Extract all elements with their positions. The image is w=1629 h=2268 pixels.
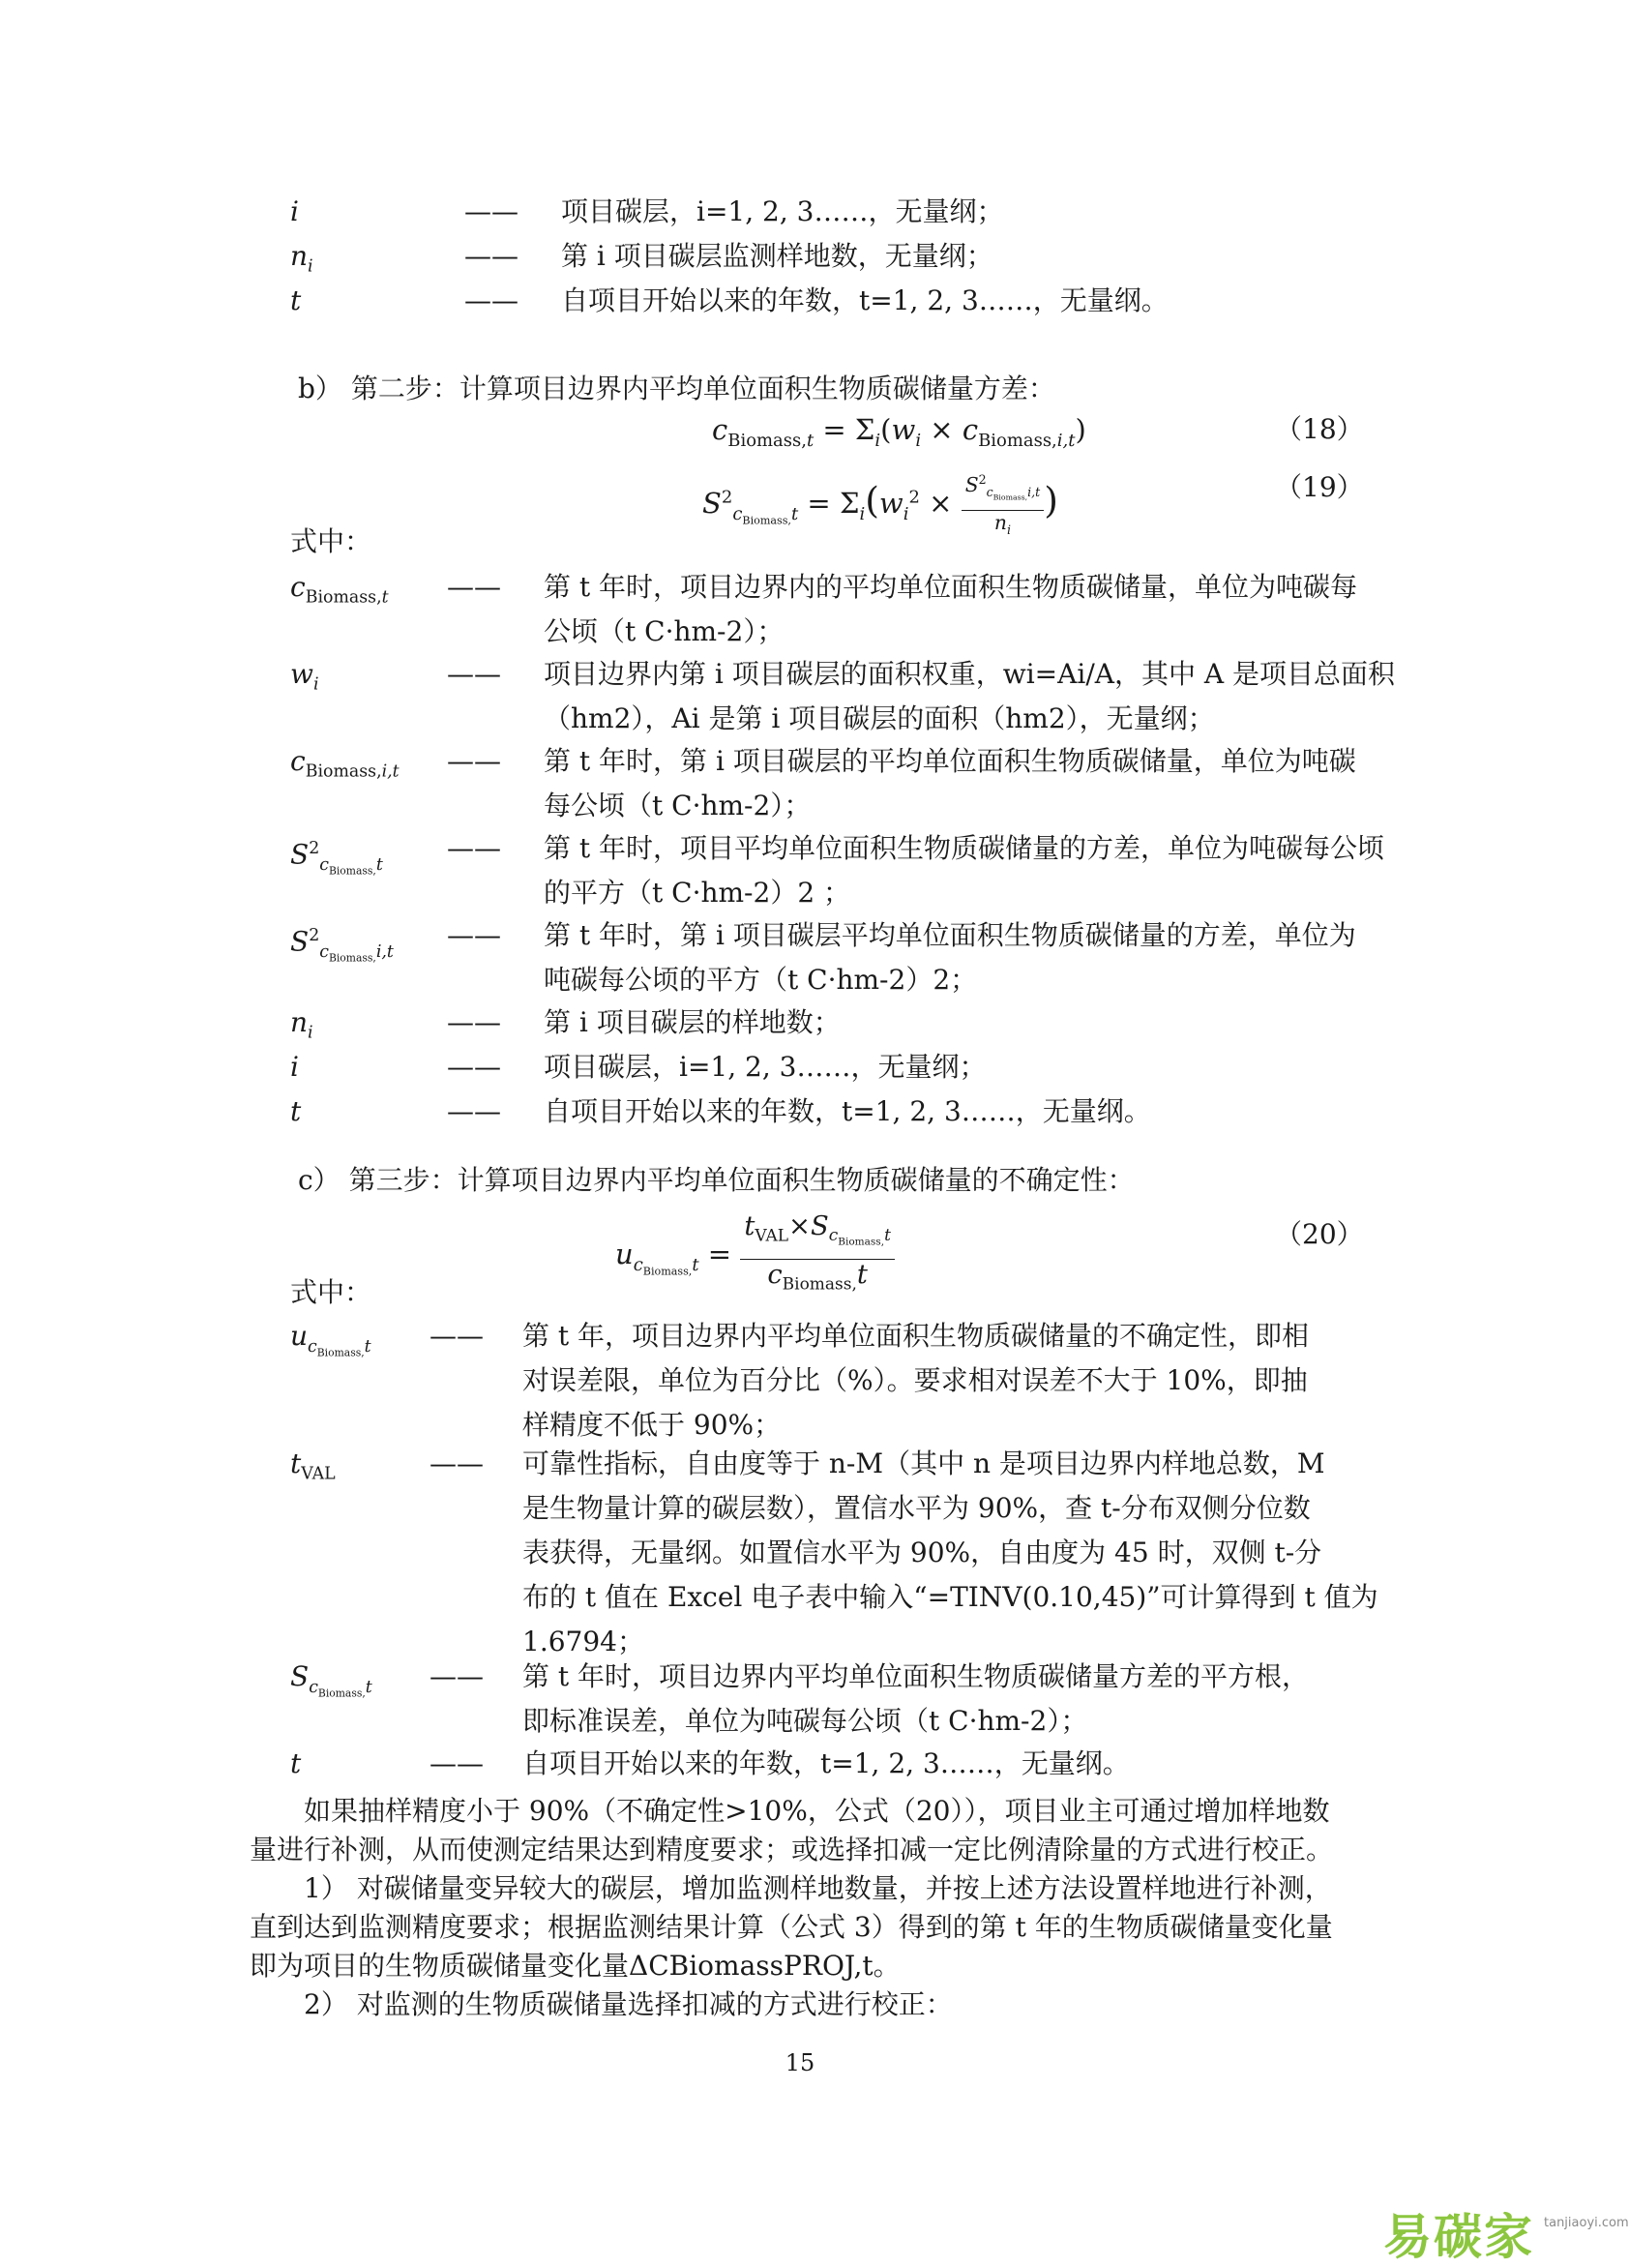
definition-row [0, 652, 1600, 739]
definition-text: 项目边界内第 i 项目碳层的面积权重，wi=Ai/A，其中 A 是项目总面积 [544, 658, 1395, 690]
definition-row [0, 1742, 1600, 1786]
definition-dash: —— [447, 832, 501, 864]
definition-text: 布的 t 值在 Excel 电子表中输入“=TINV(0.10,45)”可计算得到 t 值为 [522, 1581, 1378, 1613]
step-c-heading: c） 第三步：计算项目边界内平均单位面积生物质碳储量的不确定性： [298, 1164, 1135, 1196]
equation-19-number: （19） [1275, 471, 1364, 503]
definition-text: 1.6794； [522, 1626, 644, 1657]
body-paragraphs [250, 1792, 1333, 2024]
definition-text: 第 t 年时，第 i 项目碳层的平均单位面积生物质碳储量，单位为吨碳 [544, 745, 1356, 777]
definition-row [0, 1089, 1600, 1134]
definition-row [0, 826, 1600, 913]
step-b-heading: b） 第二步：计算项目边界内平均单位面积生物质碳储量方差： [298, 373, 1055, 404]
paragraph-line: 即为项目的生物质碳储量变化量ΔCBiomassPROJ,t。 [250, 1950, 901, 1982]
definition-dash: —— [447, 571, 501, 603]
definition-text: 即标准误差，单位为吨碳每公顷（t C·hm-2）； [522, 1705, 1088, 1737]
page-number: 15 [785, 2049, 815, 2076]
definition-text: 自项目开始以来的年数，t=1, 2, 3……，无量纲。 [561, 284, 1169, 316]
definition-text: 可靠性指标，自由度等于 n-M（其中 n 是项目边界内样地总数，M [522, 1447, 1325, 1479]
definition-text: 第 i 项目碳层的样地数； [544, 1006, 841, 1038]
definition-dash: —— [447, 745, 501, 777]
definition-text: 公顷（t C·hm-2）； [544, 615, 785, 647]
definition-dash: —— [464, 195, 518, 227]
definition-text: 每公顷（t C·hm-2）； [544, 790, 812, 821]
definition-text: 第 t 年时，项目边界内的平均单位面积生物质碳储量，单位为吨碳每 [544, 571, 1358, 603]
definition-row [0, 279, 1600, 323]
definition-text: 的平方（t C·hm-2）2 ； [544, 877, 851, 909]
definition-row [0, 234, 1600, 279]
definition-dash: —— [447, 919, 501, 951]
definition-text: 第 t 年时，项目平均单位面积生物质碳储量的方差，单位为吨碳每公顷 [544, 832, 1385, 864]
definition-text: 第 t 年，项目边界内平均单位面积生物质碳储量的不确定性，即相 [522, 1320, 1310, 1352]
definitions-block-3 [0, 1314, 1600, 1786]
watermark-logo [1383, 2198, 1629, 2268]
symbol-u-c-biomass-t: $u_{c_{Biomass,}t}$ [290, 1320, 371, 1359]
definition-row [0, 913, 1600, 1000]
definition-row [0, 565, 1600, 652]
symbol-s-c-biomass-t: $S_{c_{Biomass,}t}$ [290, 1660, 372, 1700]
equation-19: $S^2_{c_{Biomass,}t} = \Sigma_i(w_i^2$ × $\frac{S^2_{c_{Biomass,}i,t}}{n_i}$ ) [702, 468, 1058, 542]
definition-row [0, 1442, 1600, 1655]
definition-row [0, 1000, 1600, 1045]
definition-dash: —— [447, 1051, 501, 1083]
equation-20-number: （20） [1275, 1218, 1364, 1250]
symbol-s2-c-biomass-i-t: $S^2_{c_{Biomass,}i,t}$ [290, 925, 394, 965]
definition-text: 第 t 年时，第 i 项目碳层平均单位面积生物质碳储量的方差，单位为 [544, 919, 1356, 951]
definition-text: 第 i 项目碳层监测样地数，无量纲； [561, 240, 993, 272]
symbol-i: i [290, 1051, 299, 1083]
definition-text: 第 t 年时，项目边界内平均单位面积生物质碳储量方差的平方根， [522, 1660, 1310, 1692]
definition-dash: —— [447, 1095, 501, 1127]
definition-dash: —— [464, 284, 518, 316]
definition-text: 样精度不低于 90%； [522, 1409, 782, 1441]
definition-row [0, 1045, 1600, 1089]
definition-dash: —— [464, 240, 518, 272]
symbol-c-biomass-t: $c_{Biomass,t}$ [290, 571, 389, 608]
symbol-n-i: $n_i$ [290, 240, 313, 277]
definition-dash: —— [429, 1660, 484, 1692]
definition-row [0, 190, 1600, 234]
definition-dash: —— [447, 658, 501, 690]
symbol-t: t [290, 1095, 302, 1127]
definitions-block-1 [0, 190, 1600, 323]
logo-subtext: tanjiaoyi.com [1544, 2216, 1629, 2230]
definition-row [0, 1314, 1600, 1442]
definition-text: 自项目开始以来的年数，t=1, 2, 3……，无量纲。 [522, 1747, 1130, 1779]
symbol-w-i: $w_i$ [290, 658, 319, 695]
definition-row [0, 739, 1600, 826]
definition-text: 项目碳层，i=1, 2, 3……，无量纲； [544, 1051, 987, 1083]
paragraph-line: 1） 对碳储量变异较大的碳层，增加监测样地数量，并按上述方法设置样地进行补测， [250, 1872, 1332, 1904]
logo-text: 易碳家 [1383, 2209, 1534, 2265]
definition-text: 是生物量计算的碳层数），置信水平为 90%，查 t-分布双侧分位数 [522, 1492, 1311, 1524]
paragraph-line: 如果抽样精度小于 90%（不确定性>10%，公式（20）），项目业主可通过增加样地数 [250, 1795, 1330, 1827]
paragraph-line: 2） 对监测的生物质碳储量选择扣减的方式进行校正： [250, 1988, 953, 2020]
definition-text: 项目碳层，i=1, 2, 3……，无量纲； [561, 195, 1004, 227]
symbol-t-val: $t_{VAL}$ [290, 1447, 336, 1484]
symbol-n-i: $n_i$ [290, 1006, 313, 1043]
definitions-block-2 [0, 565, 1600, 1134]
symbol-i: i [290, 195, 299, 227]
definition-dash: —— [429, 1747, 484, 1779]
equation-18-number: （18） [1275, 413, 1364, 445]
definition-dash: —— [429, 1447, 484, 1479]
symbol-t: t [290, 1747, 302, 1779]
definition-text: 吨碳每公顷的平方（t C·hm-2）2； [544, 964, 978, 996]
shizhong-label: 式中： [290, 525, 372, 557]
symbol-t: t [290, 284, 302, 316]
definition-text: 对误差限，单位为百分比（%）。要求相对误差不大于 10%，即抽 [522, 1364, 1308, 1396]
paragraph-line: 直到达到监测精度要求；根据监测结果计算（公式 3）得到的第 t 年的生物质碳储量变化量 [250, 1911, 1333, 1943]
equation-20: $u_{c_{Biomass,}t}$ = $\frac{t_{VAL}\times S_{c_{Biomass,}t}}{c_{Biomass,}t}$ [615, 1211, 895, 1300]
definition-text: 自项目开始以来的年数，t=1, 2, 3……，无量纲。 [544, 1095, 1151, 1127]
symbol-s2-c-biomass-t: $S^2_{c_{Biomass,}t}$ [290, 838, 383, 878]
definition-text: （hm2），Ai 是第 i 项目碳层的面积（hm2），无量纲； [544, 702, 1215, 734]
definition-dash: —— [429, 1320, 484, 1352]
equation-18: $c_{Biomass,t} = \Sigma_i(w_i \times c_{Biomass,i,t})$ [712, 413, 1086, 451]
shizhong-label-2: 式中： [290, 1276, 372, 1308]
paragraph-line: 量进行补测，从而使测定结果达到精度要求；或选择扣减一定比例清除量的方式进行校正。 [250, 1834, 1334, 1865]
symbol-c-biomass-i-t: $c_{Biomass,i,t}$ [290, 745, 400, 782]
definition-row [0, 1655, 1600, 1742]
definition-text: 表获得，无量纲。如置信水平为 90%，自由度为 45 时，双侧 t-分 [522, 1537, 1322, 1568]
definition-dash: —— [447, 1006, 501, 1038]
